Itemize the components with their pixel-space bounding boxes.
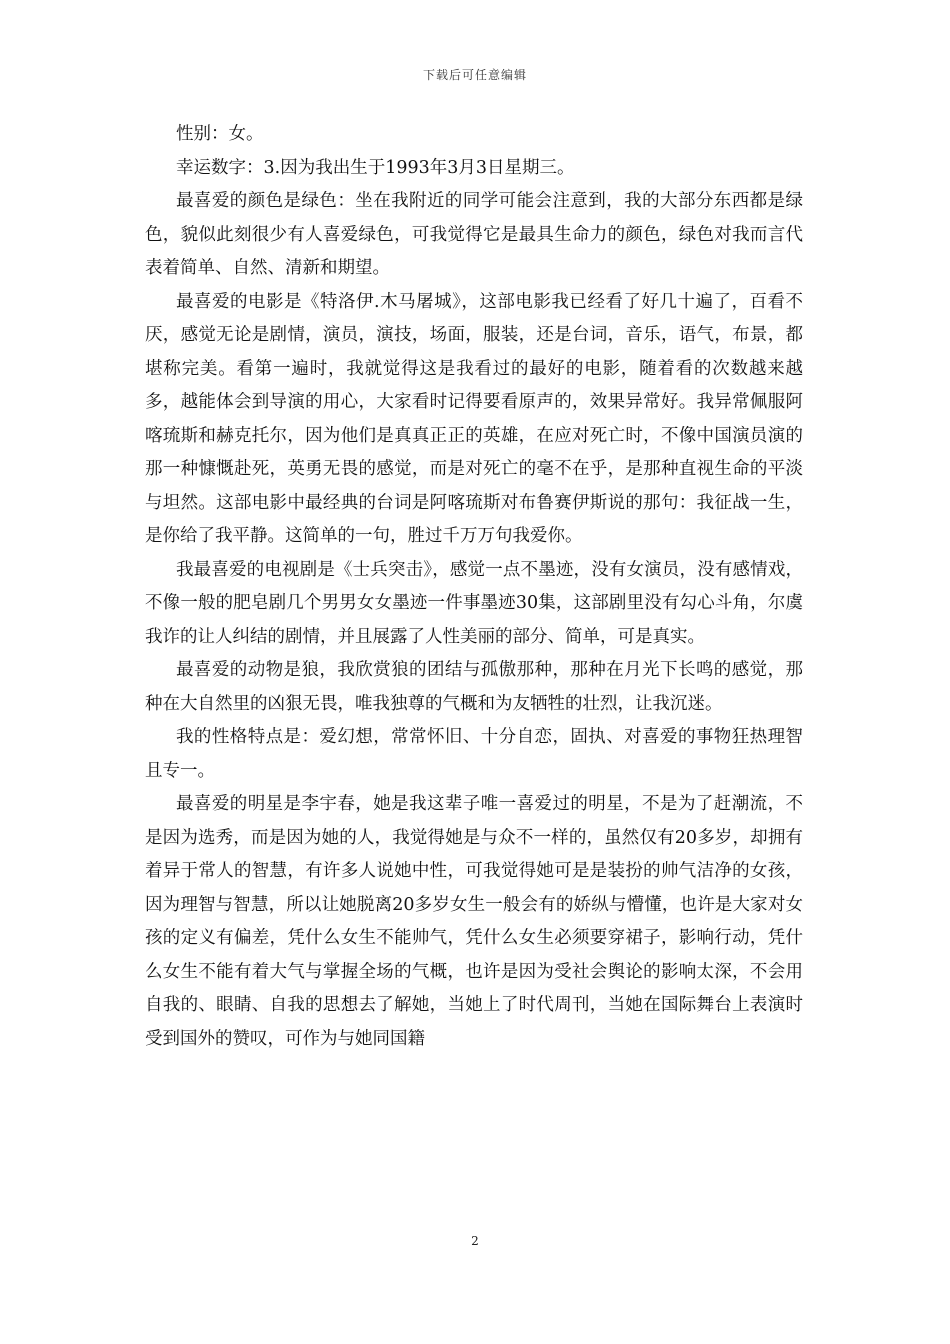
paragraph-lucky-number: 幸运数字：3.因为我出生于1993年3月3日星期三。: [176, 157, 575, 178]
page-header: 下载后可任意编辑: [422, 68, 527, 82]
paragraph-favorite-color: 最喜爱的颜色是绿色：坐在我附近的同学可能会注意到，我的大部分东西都是绿色，貌似此刻很少有人喜爱绿色，可我觉得它是最具生命力的颜色，绿色对我而言代表着简单、自然、清新和期望。: [145, 191, 803, 278]
paragraph-gender: 性别：女。: [176, 124, 264, 144]
paragraph-favorite-animal: 最喜爱的动物是狼，我欣赏狼的团结与孤傲那种，那种在月光下长鸣的感觉，那种在大自然里的凶狠无畏，唯我独尊的气概和为友牺牲的壮烈，让我沉迷。: [145, 660, 803, 714]
paragraph-personality: 我的性格特点是：爱幻想，常常怀旧、十分自恋，固执、对喜爱的事物狂热理智且专一。: [145, 727, 803, 781]
paragraph-favorite-star: 最喜爱的明星是李宇春，她是我这辈子唯一喜爱过的明星，不是为了赶潮流，不是因为选秀，而是因为她的人，我觉得她是与众不一样的，虽然仅有20多岁，却拥有着异于常人的智慧，有许多人说她中性，可我觉得她可是是装扮的帅气洁净的女孩，因为理智与智慧，所以让她脱离20多岁女生一般会有的娇纵与懵懂，也许是大家对女孩的定义有偏差，凭什么女生不能帅气，凭什么女生必须要穿裙子，影响行动，凭什么女生不能有着大气与掌握全场的气概，也许是因为受社会舆论的影响太深，不会用自我的、眼睛、自我的思想去了解她，当她上了时代周刊，当她在国际舞台上表演时受到国外的赞叹，可作为与她同国籍: [145, 794, 803, 1049]
paragraph-favorite-tv-series: 我最喜爱的电视剧是《士兵突击》，感觉一点不墨迹，没有女演员，没有感情戏，不像一般的肥皂剧几个男男女女墨迹一件事墨迹30集，这部剧里没有勾心斗角，尔虞我诈的让人纠结的剧情，并且展露了人性美丽的部分、简单，可是真实。: [145, 559, 803, 647]
document-body: [145, 118, 803, 1056]
page-number: 2: [471, 1234, 479, 1248]
paragraph-favorite-movie: 最喜爱的电影是《特洛伊.木马屠城》，这部电影我已经看了好几十遍了，百看不厌，感觉无论是剧情，演员，演技，场面，服装，还是台词，音乐，语气，布景，都堪称完美。看第一遍时，我就觉得这是我看过的最好的电影，随着看的次数越来越多，越能体会到导演的用心，大家看时记得要看原声的，效果异常好。我异常佩服阿喀琉斯和赫克托尔，因为他们是真真正正的英雄，在应对死亡时，不像中国演员演的那一种慷慨赴死，英勇无畏的感觉，而是对死亡的毫不在乎，是那种直视生命的平淡与坦然。这部电影中最经典的台词是阿喀琉斯对布鲁赛伊斯说的那句：我征战一生，是你给了我平静。这简单的一句，胜过千万万句我爱你。: [145, 291, 803, 546]
